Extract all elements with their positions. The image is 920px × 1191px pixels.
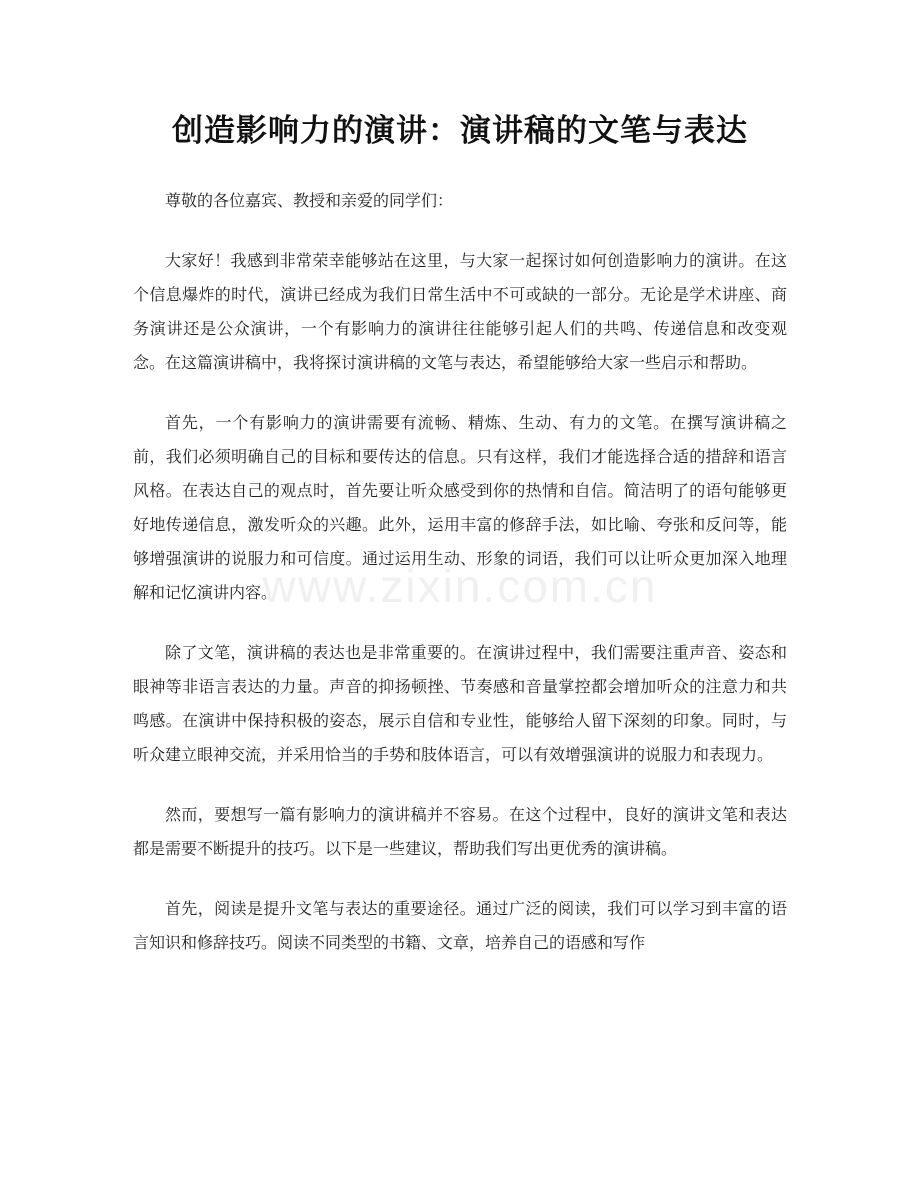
paragraph-2: 首先，一个有影响力的演讲需要有流畅、精炼、生动、有力的文笔。在撰写演讲稿之前，我们必须明确自己的目标和要传达的信息。只有这样，我们才能选择合适的措辞和语言风格。在表达自己的观点时，首先要让听众感受到你的热情和自信。简洁明了的语句能够更好地传递信息，激发听众的兴趣。此外，运用丰富的修辞手法，如比喻、夸张和反问等，能够增强演讲的说服力和可信度。通过运用生动、形象的词语，我们可以让听众更加深入地理解和记忆演讲内容。 xyxy=(133,413,787,602)
document-body xyxy=(133,184,787,986)
document-title: 创造影响力的演讲：演讲稿的文笔与表达 xyxy=(172,113,748,149)
paragraph-4: 然而，要想写一篇有影响力的演讲稿并不容易。在这个过程中，良好的演讲文笔和表达都是需要不断提升的技巧。以下是一些建议，帮助我们写出更优秀的演讲稿。 xyxy=(133,805,787,858)
paragraph-5: 首先，阅读是提升文笔与表达的重要途径。通过广泛的阅读，我们可以学习到丰富的语言知识和修辞技巧。阅读不同类型的书籍、文章，培养自己的语感和写作 xyxy=(133,899,787,952)
salutation: 尊敬的各位嘉宾、教授和亲爱的同学们： xyxy=(165,191,454,210)
paragraph-3: 除了文笔，演讲稿的表达也是非常重要的。在演讲过程中，我们需要注重声音、姿态和眼神等非语言表达的力量。声音的抑扬顿挫、节奏感和音量掌控都会增加听众的注意力和共鸣感。在演讲中保持积极的姿态，展示自信和专业性，能够给人留下深刻的印象。同时，与听众建立眼神交流，并采用恰当的手势和肢体语言，可以有效增强演讲的说服力和表现力。 xyxy=(133,643,787,764)
watermark: www.zixin.com.cn xyxy=(262,560,658,612)
paragraph-1: 大家好！我感到非常荣幸能够站在这里，与大家一起探讨如何创造影响力的演讲。在这个信息爆炸的时代，演讲已经成为我们日常生活中不可或缺的一部分。无论是学术讲座、商务演讲还是公众演讲，一个有影响力的演讲往往能够引起人们的共鸣、传递信息和改变观念。在这篇演讲稿中，我将探讨演讲稿的文笔与表达，希望能够给大家一些启示和帮助。 xyxy=(133,251,787,372)
